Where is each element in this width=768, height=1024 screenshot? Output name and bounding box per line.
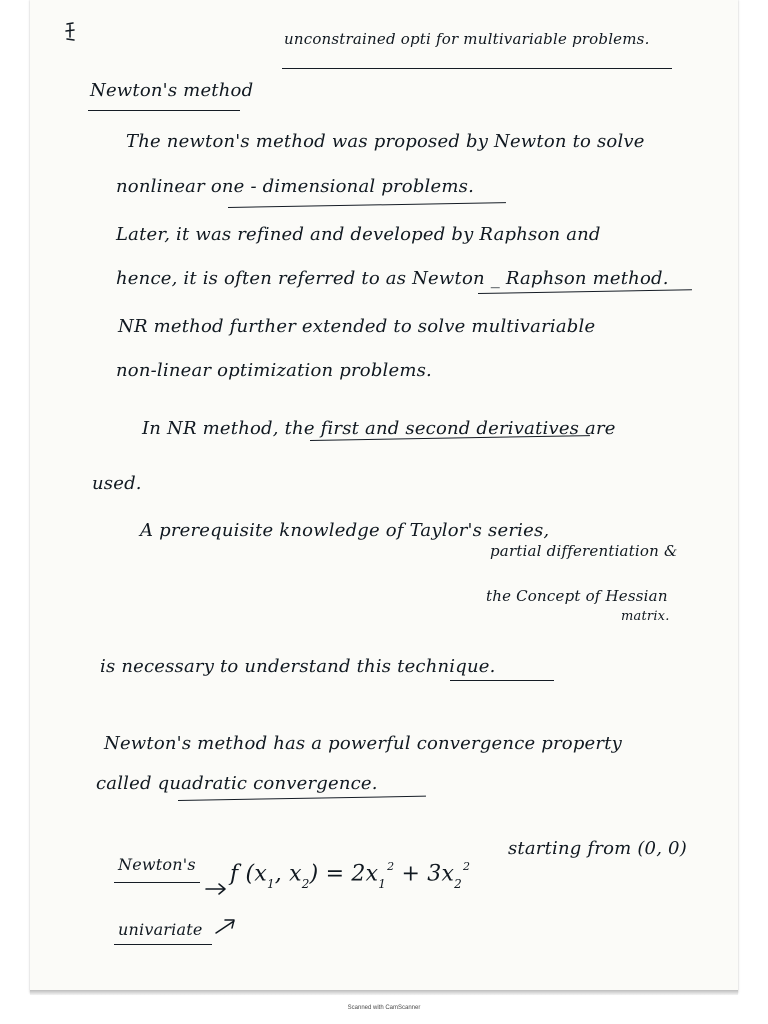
prerequisite-line-5: is necessary to understand this technique. [100, 656, 496, 677]
function-plus-term: + 3x [401, 861, 455, 887]
paragraph-line-4: hence, it is often referred to as Newton _ Raphson method. [116, 268, 669, 289]
prerequisite-line-4: matrix. [621, 609, 670, 624]
heading-underline [88, 110, 240, 111]
subscript-1: 1 [266, 876, 275, 891]
exponent-2: 2 [462, 860, 471, 873]
arrow-up-right-icon [214, 915, 240, 937]
starting-point-text: starting from (0, 0) [508, 838, 687, 859]
function-prefix: f (x [230, 861, 267, 887]
subscript-3: 1 [378, 876, 387, 891]
arrow-right-icon [204, 880, 228, 900]
function-equality: ) = 2x [309, 861, 379, 887]
convergence-line-1: Newton's method has a powerful convergence property [104, 733, 623, 754]
example-label-top: Newton's [118, 855, 196, 874]
prerequisite-line-2: partial differentiation & [490, 542, 678, 560]
margin-mark-icon [64, 22, 76, 42]
paragraph-line-2: nonlinear one - dimensional problems. [116, 176, 474, 197]
objective-function [230, 860, 471, 891]
example-label-bottom: univariate [118, 920, 203, 939]
function-middle: , x [274, 861, 302, 887]
example-label-top-underline [114, 882, 200, 883]
paragraph-line-1: The newton's method was proposed by Newton to solve [126, 131, 645, 152]
prerequisite-line-3: the Concept of Hessian [486, 587, 668, 605]
paragraph-line-5: NR method further extended to solve multivariable [118, 316, 596, 337]
page-edge-shadow [30, 990, 738, 995]
scanner-footer: Scanned with CamScanner [347, 1005, 421, 1011]
subscript-4: 2 [454, 876, 462, 891]
page-title: unconstrained opti for multivariable problems. [284, 30, 650, 48]
convergence-line-2: called quadratic convergence. [96, 773, 378, 794]
paragraph-line-7: In NR method, the first and second derivatives are [142, 418, 616, 439]
prerequisite-line-1: A prerequisite knowledge of Taylor's series, [140, 520, 550, 541]
subscript-2: 2 [301, 876, 310, 891]
paragraph-line-8: used. [92, 473, 142, 494]
title-underline [282, 68, 672, 69]
paragraph-line-3: Later, it was refined and developed by Raphson and [116, 224, 601, 245]
paragraph-line-6: non-linear optimization problems. [116, 360, 432, 381]
exponent-1: 2 [387, 860, 395, 873]
technique-underline [450, 680, 554, 681]
example-label-bottom-underline [114, 944, 212, 945]
section-heading: Newton's method [90, 80, 254, 101]
